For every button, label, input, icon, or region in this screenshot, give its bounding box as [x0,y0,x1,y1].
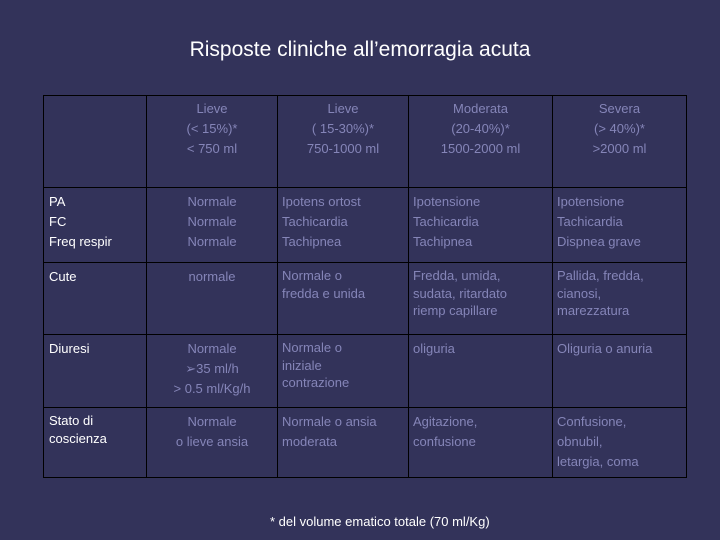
table-cell: Normale o iniziale contrazione [278,335,409,408]
slide-title: Risposte cliniche all’emorragia acuta [189,38,531,61]
table-cell: Normale o ansia moderata [278,408,409,478]
header-cell-lieve-1: Lieve (< 15%)* < 750 ml [147,96,278,188]
row-label: Stato di coscienza [44,408,147,478]
header-cell-moderata: Moderata (20-40%)* 1500-2000 ml [409,96,553,188]
table-cell: Normale o lieve ansia [147,408,278,478]
table-cell: Confusione, obnubil, letargia, coma [553,408,687,478]
table-header-row [44,96,687,188]
table-cell: Oliguria o anuria [553,335,687,408]
header-cell-severa: Severa (> 40%)* >2000 ml [553,96,687,188]
table-row-pa-fc [44,188,687,263]
table-cell: Ipotensione Tachicardia Tachipnea [409,188,553,263]
table-cell: normale [147,263,278,335]
table-cell: Pallida, fredda, cianosi, marezzatura [553,263,687,335]
table-cell: Normale ➢35 ml/h > 0.5 ml/Kg/h [147,335,278,408]
table-cell: Fredda, umida, sudata, ritardato riemp capillare [409,263,553,335]
table-row-cute [44,263,687,335]
footnote: * del volume ematico totale (70 ml/Kg) [270,514,490,529]
table-cell: Agitazione, confusione [409,408,553,478]
clinical-response-table [43,95,687,478]
table-row-diuresi [44,335,687,408]
table-cell: Normale o fredda e unida [278,263,409,335]
table-cell: oliguria [409,335,553,408]
table-cell: Ipotens ortost Tachicardia Tachipnea [278,188,409,263]
row-label: Cute [44,263,147,335]
table-cell: Ipotensione Tachicardia Dispnea grave [553,188,687,263]
header-empty-cell [44,96,147,188]
row-label: Diuresi [44,335,147,408]
table-cell: Normale Normale Normale [147,188,278,263]
header-cell-lieve-2: Lieve ( 15-30%)* 750-1000 ml [278,96,409,188]
table-row-coscienza [44,408,687,478]
row-label: PA FC Freq respir [44,188,147,263]
